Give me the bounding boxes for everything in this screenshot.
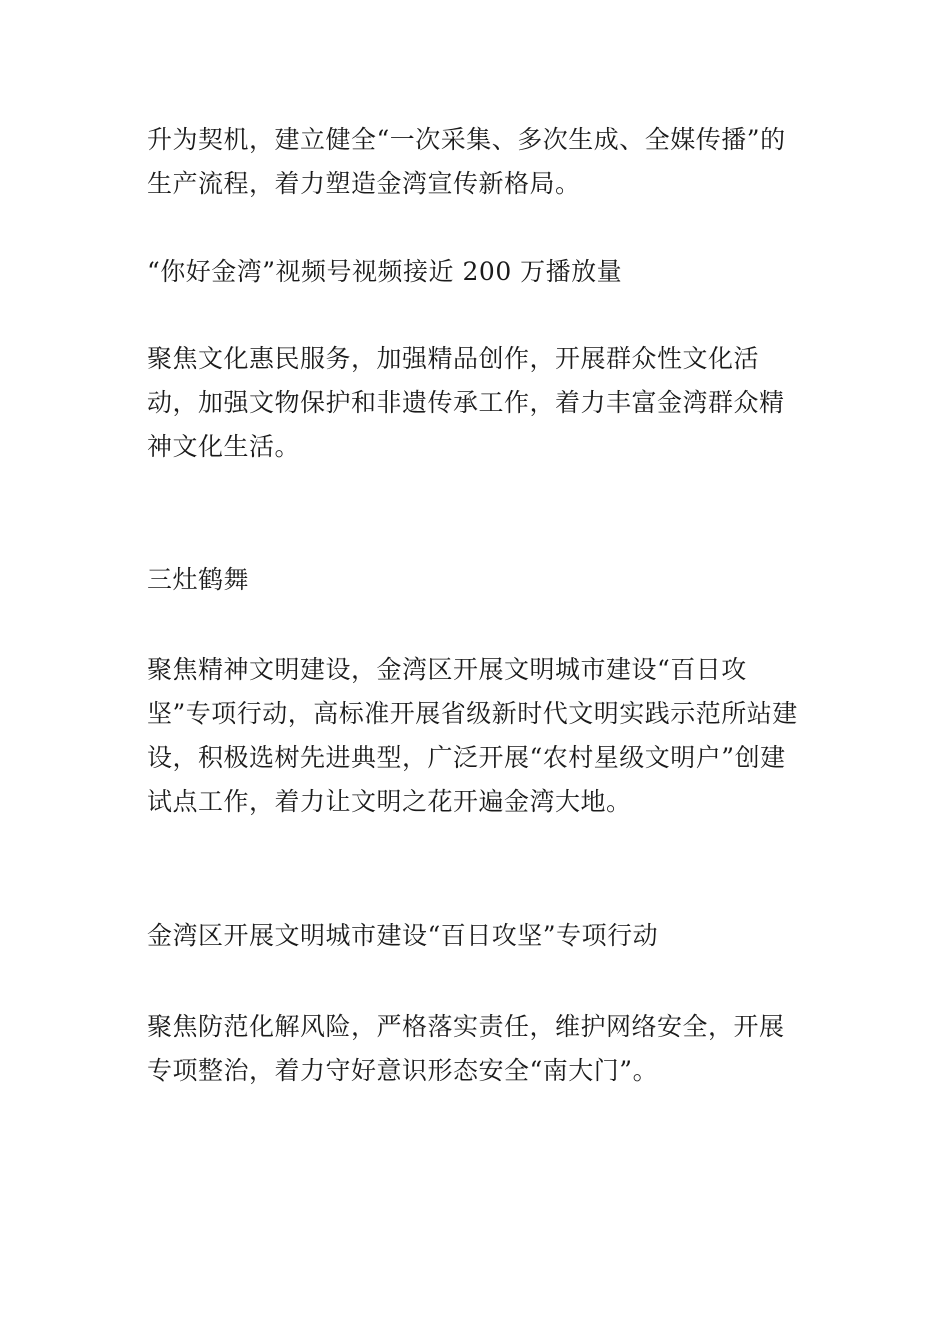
paragraph-culture-services: 聚焦文化惠民服务，加强精品创作，开展群众性文化活动，加强文物保护和非遗传承工作，着力丰富金湾群众精神文化生活。 — [147, 344, 785, 461]
caption-sanzao-crane-dance: 三灶鹤舞 — [147, 565, 250, 594]
paragraph-media-workflow: 升为契机，建立健全“一次采集、多次生成、全媒传播”的生产流程，着力塑造金湾宣传新格局。 — [147, 125, 786, 198]
caption-hundred-days-campaign: 金湾区开展文明城市建设“百日攻坚”专项行动 — [147, 921, 659, 950]
paragraph-civilization-building: 聚焦精神文明建设，金湾区开展文明城市建设“百日攻坚”专项行动，高标准开展省级新时代文明实践示范所站建设，积极选树先进典型，广泛开展“农村星级文明户”创建试点工作，着力让文明之花开遍金湾大地。 — [147, 655, 798, 816]
paragraph-risk-prevention: 聚焦防范化解风险，严格落实责任，维护网络安全，开展专项整治，着力守好意识形态安全“南大门”。 — [147, 1012, 785, 1085]
caption-video-views: “你好金湾”视频号视频接近 200 万播放量 — [147, 257, 623, 286]
